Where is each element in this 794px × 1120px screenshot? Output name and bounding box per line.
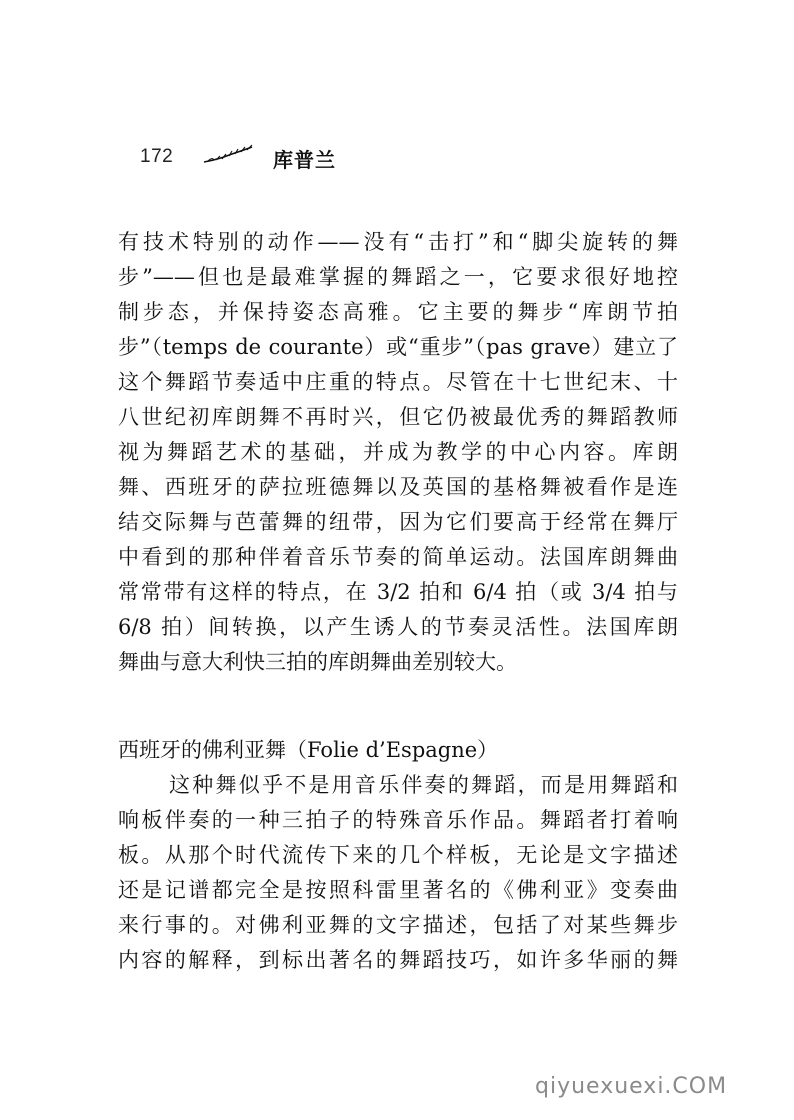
text-line: 有技术特别的动作——没有“击打”和“脚尖旋转的舞: [118, 230, 678, 254]
text-line: 舞、西班牙的萨拉班德舞以及英国的基格舞被看作是连: [118, 475, 678, 499]
page-number: 172: [140, 146, 174, 167]
flourish-ornament-icon: [202, 144, 256, 164]
text-line: 舞曲与意大利快三拍的库朗舞曲差别较大。: [118, 650, 517, 674]
text-line: 中看到的那种伴着音乐节奏的简单运动。法国库朗舞曲: [118, 545, 678, 569]
text-line: 制步态，并保持姿态高雅。它主要的舞步“库朗节拍: [118, 300, 678, 324]
text-line: 这个舞蹈节奏适中庄重的特点。尽管在十七世纪末、十: [118, 370, 678, 394]
text-line: 这种舞似乎不是用音乐伴奏的舞蹈，而是用舞蹈和: [169, 773, 678, 797]
text-line: 内容的解释，到标出著名的舞蹈技巧，如许多华丽的舞: [118, 948, 678, 972]
text-line: 结交际舞与芭蕾舞的纽带，因为它们要高于经常在舞厅: [118, 510, 678, 534]
text-line: 八世纪初库朗舞不再时兴，但它仍被最优秀的舞蹈教师: [118, 405, 678, 429]
text-line: 6/8 拍）间转换，以产生诱人的节奏灵活性。法国库朗: [118, 615, 678, 639]
site-watermark: [535, 1071, 771, 1101]
text-line: 来行事的。对佛利亚舞的文字描述，包括了对某些舞步: [118, 913, 678, 937]
text-line: 板。从那个时代流传下来的几个样板，无论是文字描述: [118, 843, 678, 867]
text-line: 响板伴奏的一种三拍子的特殊音乐作品。舞蹈者打着响: [118, 808, 678, 832]
running-title: 库普兰: [273, 148, 336, 172]
text-line: 视为舞蹈艺术的基础，并成为教学的中心内容。库朗: [118, 440, 678, 464]
text-line: 步”（temps de courante）或“重步”（pas grave）建立了: [118, 335, 678, 359]
text-line: 步”——但也是最难掌握的舞蹈之一，它要求很好地控: [118, 265, 678, 289]
page-header: [140, 140, 400, 174]
section-heading: 西班牙的佛利亚舞（Folie d’Espagne）: [118, 738, 499, 762]
text-line: 常常带有这样的特点，在 3/2 拍和 6/4 拍（或 3/4 拍与: [118, 580, 678, 604]
watermark-text: qiyuexuexi.COM: [535, 1074, 728, 1099]
text-line: 还是记谱都完全是按照科雷里著名的《佛利亚》变奏曲: [118, 878, 678, 902]
